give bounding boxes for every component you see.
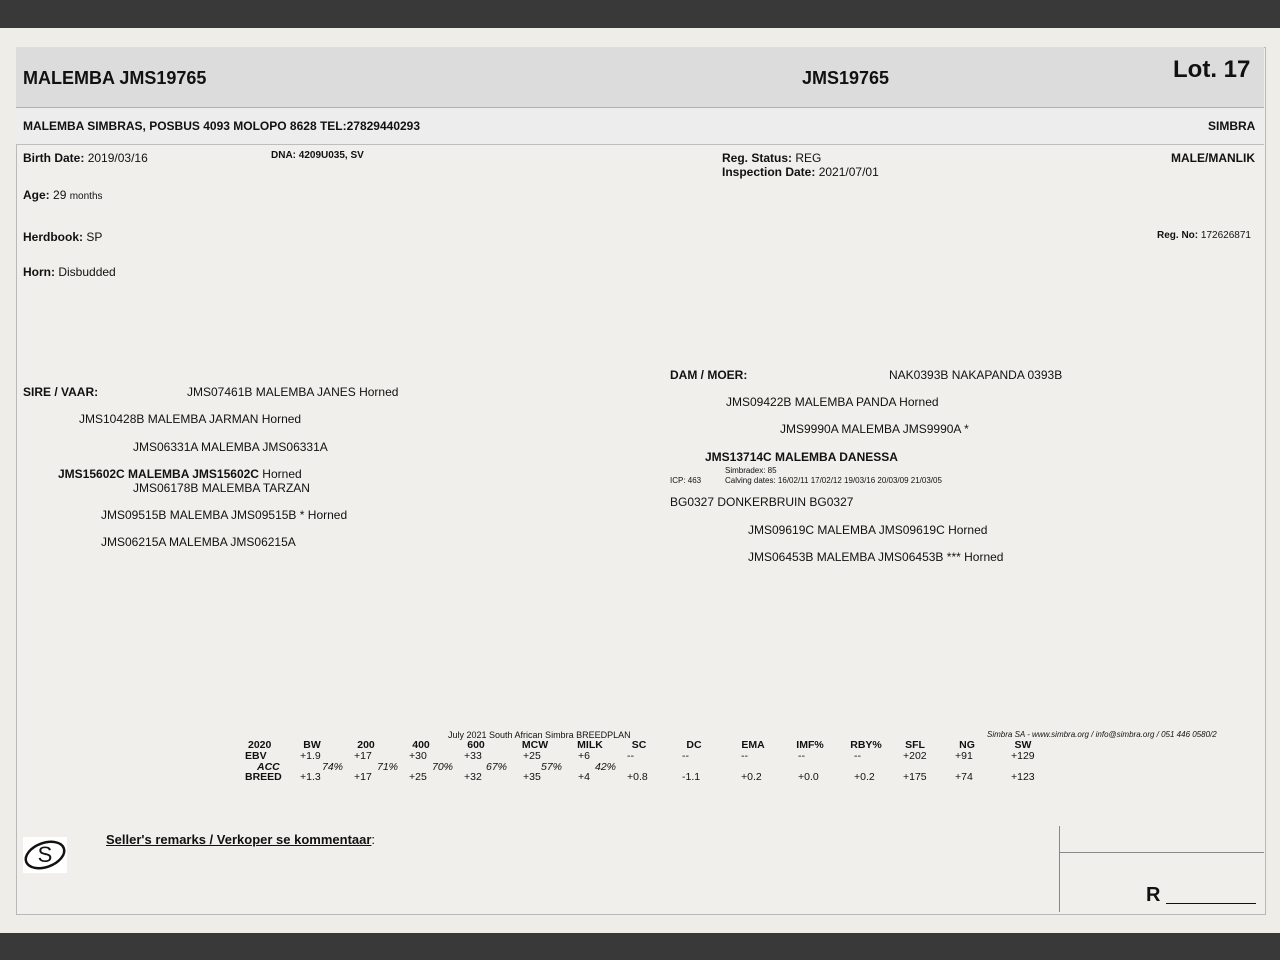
horn-label: Horn: [23,265,55,279]
breedplan-header: IMF% [796,739,824,751]
ebv-value: +17 [354,750,372,762]
horn [23,265,116,279]
simbra-logo [23,837,67,873]
dam-dam-dam: BG0327 DONKERBRUIN BG0327 [670,495,854,509]
bottom-bar [0,933,1280,960]
breed-name: SIMBRA [1208,119,1256,133]
dam-sire-sire: JMS9990A MALEMBA JMS9990A * [780,422,969,436]
breedplan-header: SW [1014,739,1032,751]
dam-dam: JMS13714C MALEMBA DANESSA [705,450,898,464]
ebv-value: -- [627,750,634,762]
acc-value: 71% [377,761,399,773]
breed-value: +0.0 [798,771,819,783]
ebv-value: +1.9 [300,750,321,762]
animal-id: JMS19765 [802,68,890,88]
inspection-label: Inspection Date: [722,165,816,179]
breedplan-header: RBY% [850,739,882,751]
breed-value: +175 [903,771,927,783]
sire-dam [58,467,302,481]
ebv-value: -- [741,750,748,762]
animal-title: MALEMBA JMS19765 [23,68,207,88]
icp: ICP: 463 [670,476,702,485]
ebv-value: +202 [903,750,927,762]
age-value: 29 [53,188,67,202]
breed-value: +32 [464,771,482,783]
age-label: Age: [23,188,50,202]
reg-number-label: Reg. No: [1157,230,1199,241]
ebv-value: -- [798,750,805,762]
breedplan-header: 200 [357,739,375,751]
breed-value: +17 [354,771,372,783]
reg-status [722,151,821,165]
dam-sire: JMS09422B MALEMBA PANDA Horned [726,395,939,409]
ebv-value: +91 [955,750,973,762]
dam: NAK0393B NAKAPANDA 0393B [889,368,1063,382]
dna-info: DNA: 4209U035, SV [271,150,364,161]
ebv-value: +129 [1011,750,1035,762]
breedplan-header: EMA [741,739,765,751]
ebv-value: -- [854,750,861,762]
age-unit: months [69,191,103,202]
breed-value: +35 [523,771,541,783]
sire-dam-name: JMS15602C MALEMBA JMS15602C [58,467,259,481]
remarks-label: Seller's remarks / Verkoper se kommentaar [106,832,372,847]
acc-value: 67% [486,761,508,773]
reg-number [1157,230,1251,241]
breed-value: +4 [578,771,590,783]
breedplan-header: 400 [412,739,430,751]
breed-label: BREED [245,771,282,783]
birth-date-value: 2019/03/16 [87,151,148,165]
simbra-logo-icon [23,837,67,873]
breedplan-source: Simbra SA - www.simbra.org / info@simbra.org / 051 446 0580/2 [987,730,1217,739]
breed-value: +0.8 [627,771,648,783]
breedplan-header: SC [631,739,647,751]
lot-number: Lot. 17 [1173,56,1251,83]
acc-value: 42% [595,761,617,773]
reg-status-value: REG [795,151,822,165]
owner-address: MALEMBA SIMBRAS, POSBUS 4093 MOLOPO 8628 TEL:27829440293 [23,119,421,133]
breedplan-header: MCW [521,739,549,751]
acc-value: 70% [432,761,454,773]
breedplan-header: MILK [577,739,603,751]
ebv-value: +6 [578,750,590,762]
breed-value: +0.2 [741,771,762,783]
sire-dam-sire: JMS06178B MALEMBA TARZAN [133,481,310,495]
breed-value: +123 [1011,771,1035,783]
breed-value: -1.1 [682,771,701,783]
remarks-colon: : [371,832,376,847]
sex: MALE/MANLIK [1171,151,1255,165]
reg-status-label: Reg. Status: [722,151,793,165]
breedplan-header: SFL [905,739,925,751]
simbradex: Simbradex: 85 [725,466,777,475]
breed-value: +25 [409,771,427,783]
breedplan-title: July 2021 South African Simbra BREEDPLAN [448,730,631,740]
sire-dam-dam: JMS06215A MALEMBA JMS06215A [101,535,296,549]
birth-date-label: Birth Date: [23,151,85,165]
sire-label: SIRE / VAAR: [23,385,99,399]
birth-date [23,151,148,165]
inspection-value: 2021/07/01 [818,165,879,179]
sire-dam-horn: Horned [258,467,302,481]
logo-letter: S [37,842,53,867]
ebv-value: +33 [464,750,482,762]
top-bar [0,0,1280,28]
ebv-value: +25 [523,750,541,762]
ebv-value: -- [682,750,689,762]
sire-dam-dam-sire: JMS09515B MALEMBA JMS09515B * Horned [101,508,348,522]
remarks-divider-horizontal [1060,852,1264,853]
breedplan-header: NG [959,739,975,751]
breed-value: +0.2 [854,771,875,783]
calving-dates: Calving dates: 16/02/11 17/02/12 19/03/16 20/03/09 21/03/05 [725,476,942,485]
remarks-divider-vertical [1059,826,1060,912]
breedplan-year: 2020 [248,739,272,751]
sire-sire: JMS10428B MALEMBA JARMAN Horned [79,412,302,426]
acc-value: 74% [322,761,344,773]
sire: JMS07461B MALEMBA JANES Horned [187,385,399,399]
ebv-label: EBV [245,750,267,762]
price-line[interactable] [1166,903,1256,904]
breedplan-header: DC [686,739,702,751]
sire-sire-sire: JMS06331A MALEMBA JMS06331A [133,440,328,454]
herdbook [23,230,102,244]
herdbook-label: Herdbook: [23,230,83,244]
remarks-heading [106,832,375,847]
breed-value: +74 [955,771,973,783]
ebv-value: +30 [409,750,427,762]
breedplan-header: BW [303,739,321,751]
ddd-sire: JMS09619C MALEMBA JMS09619C Horned [748,523,988,537]
horn-value: Disbudded [58,265,116,279]
breedplan-header: 600 [467,739,485,751]
age [23,188,103,202]
breed-value: +1.3 [300,771,321,783]
acc-label: ACC [257,761,280,773]
ddd-dam: JMS06453B MALEMBA JMS06453B *** Horned [748,550,1004,564]
price-label: R [1146,884,1161,906]
acc-value: 57% [541,761,563,773]
reg-number-value: 172626871 [1200,230,1251,241]
dam-label: DAM / MOER: [670,368,748,382]
herdbook-value: SP [86,230,103,244]
inspection-date [722,165,879,179]
